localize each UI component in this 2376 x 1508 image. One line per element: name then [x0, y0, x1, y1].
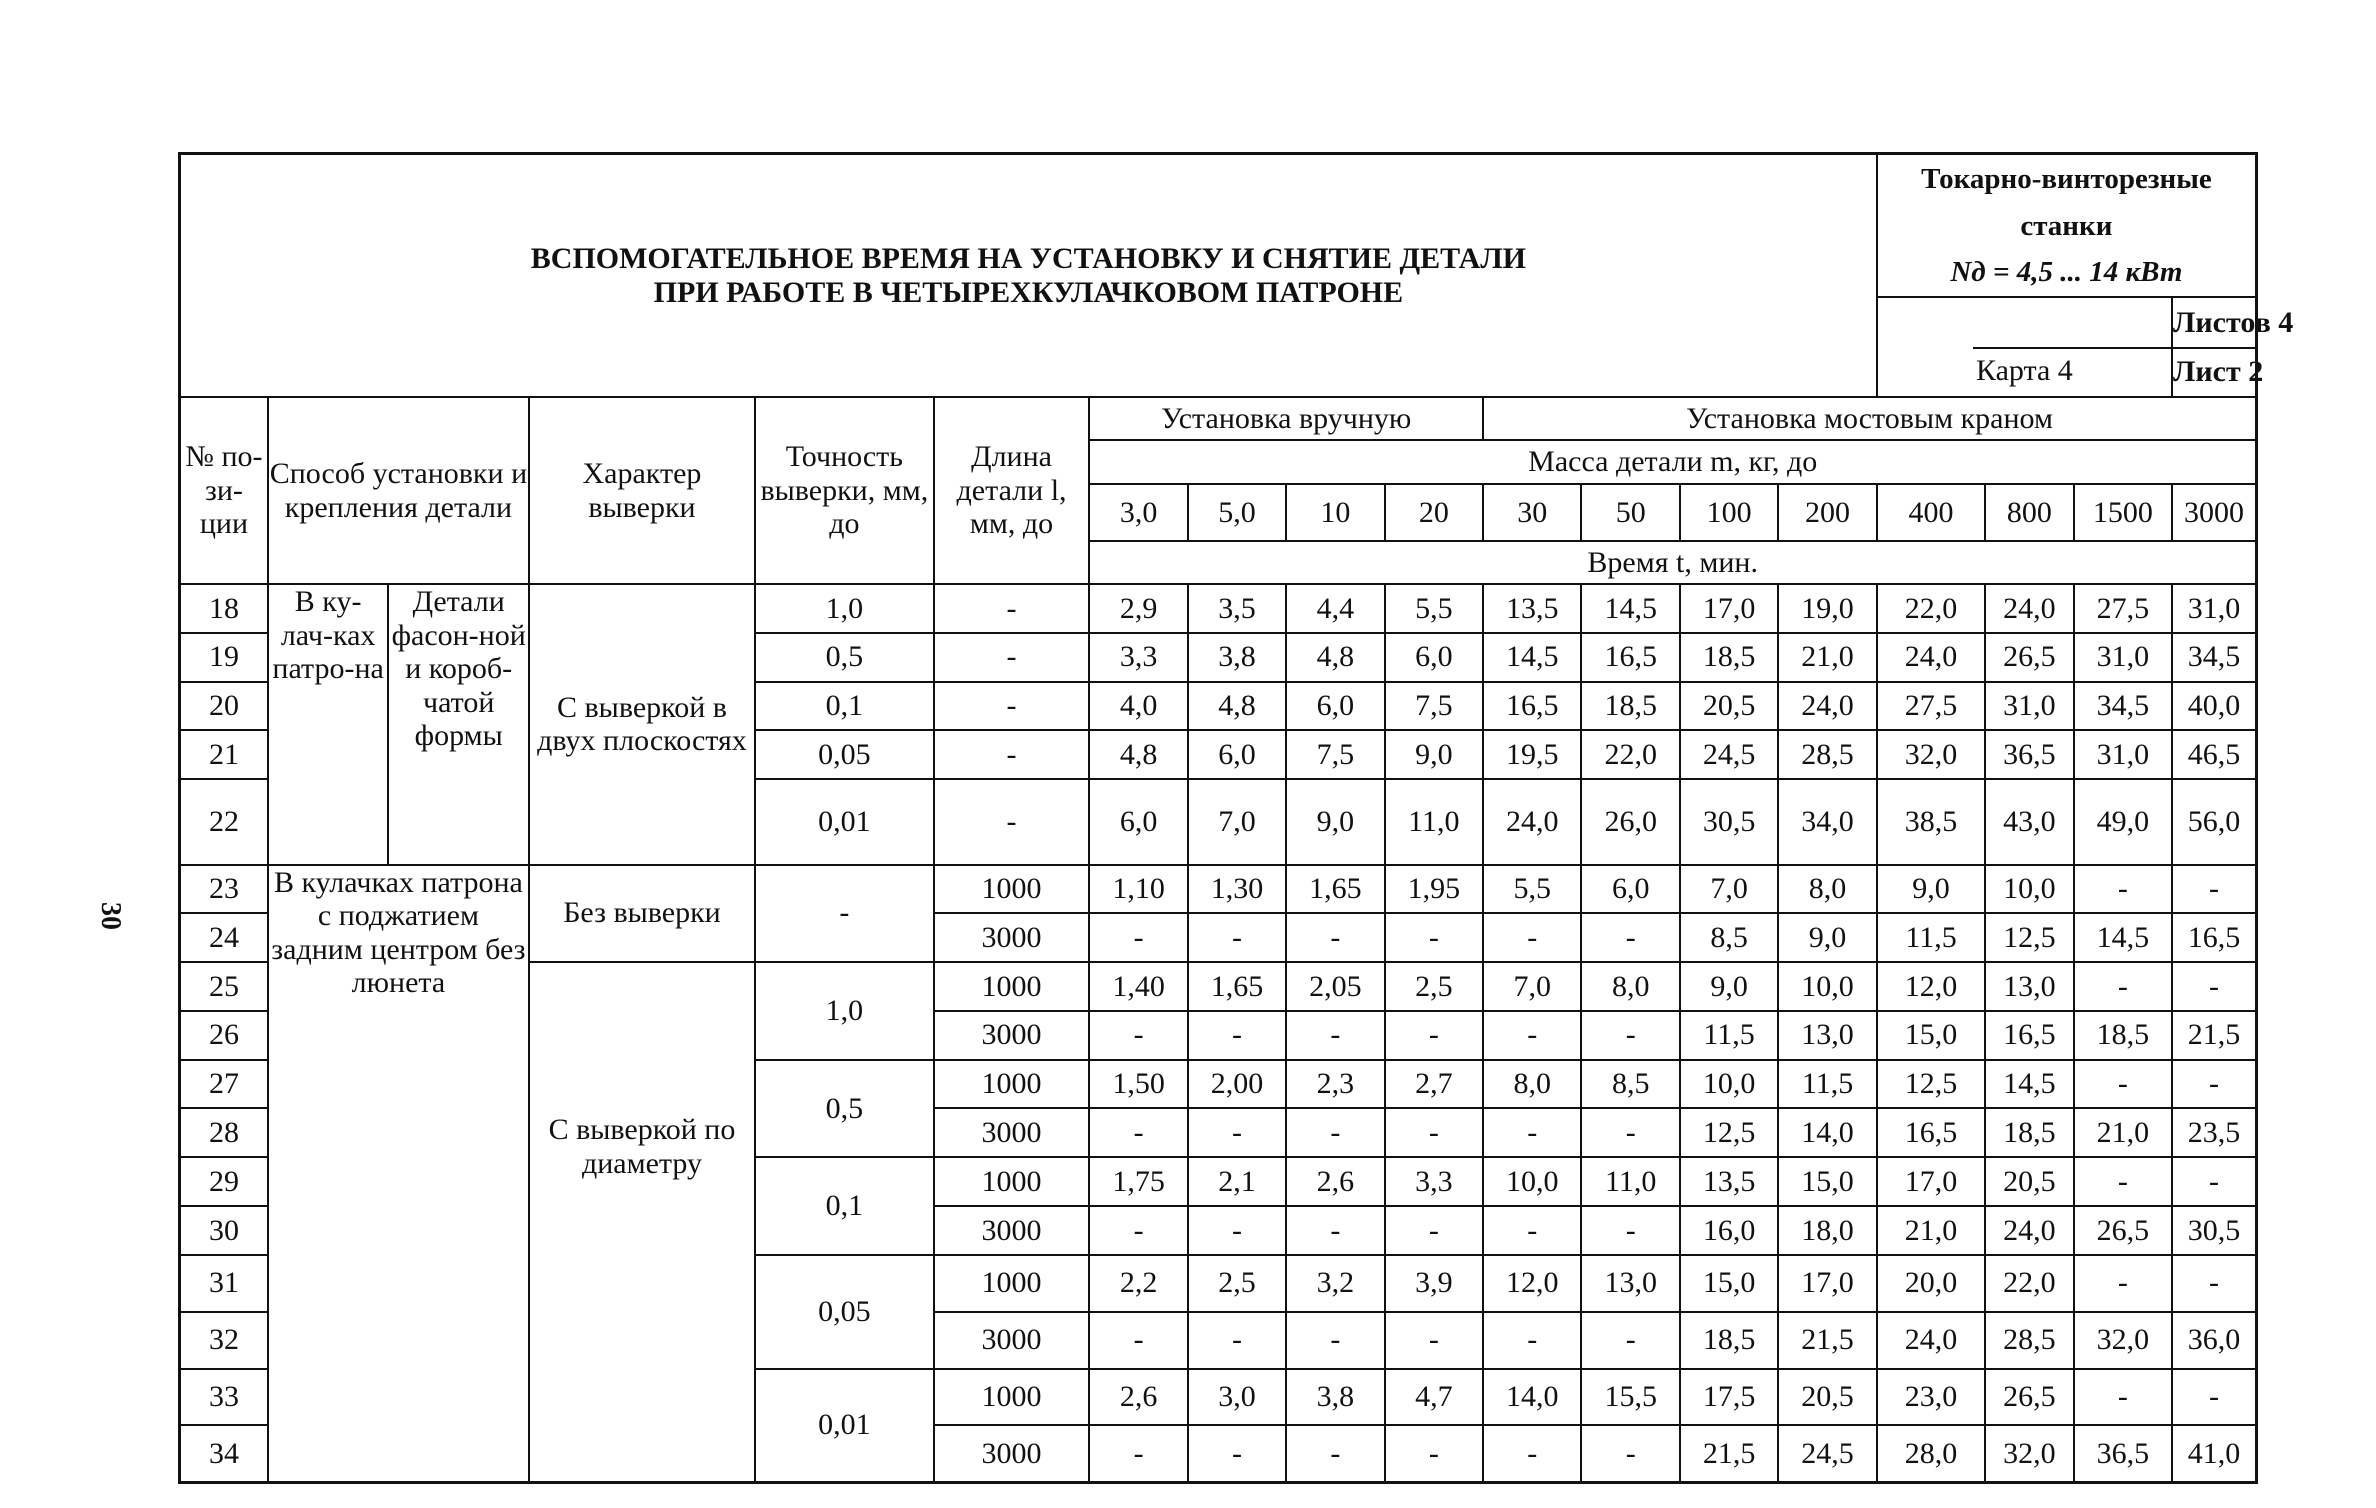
time-cell: 1,30 — [1188, 865, 1286, 914]
accuracy-cell: 0,05 — [755, 730, 934, 779]
time-cell: 30,5 — [2172, 1206, 2256, 1255]
time-cell: 3,0 — [1188, 1369, 1286, 1426]
time-cell: 21,0 — [1778, 633, 1876, 682]
length-cell: 3000 — [934, 913, 1090, 962]
time-cell: 3,9 — [1385, 1255, 1483, 1312]
sheet-cells — [2172, 297, 2294, 397]
time-cell: - — [2172, 1255, 2256, 1312]
accuracy-cell: 0,5 — [755, 633, 934, 682]
time-cell: 12,5 — [1985, 913, 2073, 962]
time-cell: 28,5 — [1778, 730, 1876, 779]
time-cell: - — [1385, 1011, 1483, 1060]
time-cell: 15,5 — [1581, 1369, 1679, 1426]
time-cell: - — [1483, 1425, 1581, 1482]
time-cell: - — [1385, 1425, 1483, 1482]
table-row — [180, 584, 2257, 633]
time-cell: 3,8 — [1188, 633, 1286, 682]
time-cell: 17,5 — [1680, 1369, 1778, 1426]
mass-header-cell: 400 — [1877, 484, 1985, 541]
time-cell: 26,0 — [1581, 779, 1679, 864]
time-cell: 24,5 — [1778, 1425, 1876, 1482]
time-cell: 18,5 — [1680, 1312, 1778, 1369]
time-cell: 1,40 — [1089, 962, 1187, 1011]
time-cell: - — [1089, 1011, 1187, 1060]
time-cell: - — [1385, 1108, 1483, 1157]
time-cell: 17,0 — [1877, 1157, 1985, 1206]
time-cell: 49,0 — [2074, 779, 2172, 864]
time-cell: 22,0 — [1985, 1255, 2073, 1312]
position-cell: 32 — [180, 1312, 268, 1369]
length-cell: 3000 — [934, 1011, 1090, 1060]
length-cell: 3000 — [934, 1425, 1090, 1482]
time-cell: 1,10 — [1089, 865, 1187, 914]
length-cell: 1000 — [934, 865, 1090, 914]
length-cell: 3000 — [934, 1108, 1090, 1157]
time-cell: 15,0 — [1680, 1255, 1778, 1312]
time-cell: 15,0 — [1778, 1157, 1876, 1206]
alignment-cell: С выверкой в двух плоскостях — [529, 584, 755, 864]
mass-header-cell: 800 — [1985, 484, 2073, 541]
col-accuracy: Точность выверки, мм, до — [755, 397, 934, 584]
time-cell: 43,0 — [1985, 779, 2073, 864]
time-cell: 20,5 — [1778, 1369, 1876, 1426]
mass-header-cell: 50 — [1581, 484, 1679, 541]
time-cell: 1,65 — [1286, 865, 1384, 914]
col-mass: Масса детали m, кг, до — [1089, 440, 2256, 485]
mass-header-cell: 5,0 — [1188, 484, 1286, 541]
time-cell: 21,5 — [2172, 1011, 2256, 1060]
time-cell: 16,0 — [1680, 1206, 1778, 1255]
time-cell: 36,5 — [1985, 730, 2073, 779]
time-cell: 16,5 — [2172, 913, 2256, 962]
length-cell: - — [934, 779, 1090, 864]
time-cell: 13,5 — [1483, 584, 1581, 633]
position-cell: 24 — [180, 913, 268, 962]
time-cell: 10,0 — [1483, 1157, 1581, 1206]
time-cell: 16,5 — [1877, 1108, 1985, 1157]
sheets-total: Листов 4 — [1973, 299, 2255, 349]
time-cell: 8,5 — [1581, 1060, 1679, 1109]
time-cell: 7,0 — [1680, 865, 1778, 914]
time-cell: - — [1188, 1312, 1286, 1369]
time-cell: 24,0 — [1877, 1312, 1985, 1369]
time-cell: 4,7 — [1385, 1369, 1483, 1426]
time-cell: - — [2074, 1157, 2172, 1206]
time-cell: 14,0 — [1483, 1369, 1581, 1426]
table-row — [180, 865, 2257, 914]
time-cell: 2,6 — [1286, 1157, 1384, 1206]
time-cell: 2,3 — [1286, 1060, 1384, 1109]
time-cell: 26,5 — [2074, 1206, 2172, 1255]
time-cell: 6,0 — [1286, 682, 1384, 731]
accuracy-cell: 0,01 — [755, 779, 934, 864]
time-cell: 8,5 — [1680, 913, 1778, 962]
time-cell: - — [2074, 1060, 2172, 1109]
time-norms-table — [178, 152, 2294, 1484]
position-cell: 23 — [180, 865, 268, 914]
time-cell: - — [1089, 1108, 1187, 1157]
length-cell: - — [934, 682, 1090, 731]
time-cell: 31,0 — [2074, 633, 2172, 682]
time-cell: 1,65 — [1188, 962, 1286, 1011]
title-line-2: ПРИ РАБОТЕ В ЧЕТЫРЕХКУЛАЧКОВОМ ПАТРОНЕ — [653, 275, 1404, 309]
time-cell: 2,5 — [1385, 962, 1483, 1011]
machine-block — [1877, 154, 2257, 298]
length-cell: 1000 — [934, 1157, 1090, 1206]
accuracy-cell: 0,01 — [755, 1369, 934, 1483]
accuracy-cell: 1,0 — [755, 584, 934, 633]
position-cell: 25 — [180, 962, 268, 1011]
time-cell: - — [1483, 1011, 1581, 1060]
mass-header-cell: 30 — [1483, 484, 1581, 541]
time-cell: - — [2074, 962, 2172, 1011]
time-cell: 24,5 — [1680, 730, 1778, 779]
time-cell: 23,0 — [1877, 1369, 1985, 1426]
machine-power: Nд = 4,5 ... 14 кВт — [1950, 255, 2183, 288]
time-cell: 4,8 — [1286, 633, 1384, 682]
time-cell: 9,0 — [1778, 913, 1876, 962]
alignment-cell: С выверкой по диаметру — [529, 962, 755, 1482]
col-time: Время t, мин. — [1089, 541, 2256, 584]
time-cell: - — [1581, 1312, 1679, 1369]
position-cell: 34 — [180, 1425, 268, 1482]
time-cell: 32,0 — [1985, 1425, 2073, 1482]
mass-header-cell: 1500 — [2074, 484, 2172, 541]
time-cell: 24,0 — [1985, 584, 2073, 633]
time-cell: 14,5 — [1483, 633, 1581, 682]
time-cell: - — [1483, 913, 1581, 962]
time-cell: 31,0 — [2172, 584, 2256, 633]
position-cell: 21 — [180, 730, 268, 779]
time-cell: 16,5 — [1581, 633, 1679, 682]
position-cell: 22 — [180, 779, 268, 864]
position-cell: 33 — [180, 1369, 268, 1426]
length-cell: 1000 — [934, 1060, 1090, 1109]
time-cell: 3,8 — [1286, 1369, 1384, 1426]
time-cell: 6,0 — [1581, 865, 1679, 914]
time-cell: 34,5 — [2074, 682, 2172, 731]
mass-header-cell: 3000 — [2172, 484, 2256, 541]
time-cell: 18,5 — [1680, 633, 1778, 682]
time-cell: - — [1385, 1312, 1483, 1369]
time-cell: 6,0 — [1385, 633, 1483, 682]
time-cell: 8,0 — [1581, 962, 1679, 1011]
time-cell: - — [2172, 865, 2256, 914]
time-cell: 11,5 — [1680, 1011, 1778, 1060]
time-cell: 13,5 — [1680, 1157, 1778, 1206]
time-cell: 11,5 — [1778, 1060, 1876, 1109]
time-cell: 8,0 — [1483, 1060, 1581, 1109]
method-cell: В кулачках патрона с поджатием задним центром без люнета — [268, 865, 529, 1483]
col-length: Длина детали l, мм, до — [934, 397, 1090, 584]
time-cell: 34,5 — [2172, 633, 2256, 682]
length-cell: 1000 — [934, 962, 1090, 1011]
time-cell: - — [1581, 913, 1679, 962]
time-cell: 40,0 — [2172, 682, 2256, 731]
time-cell: 19,0 — [1778, 584, 1876, 633]
position-cell: 20 — [180, 682, 268, 731]
time-cell: 46,5 — [2172, 730, 2256, 779]
time-cell: 20,0 — [1877, 1255, 1985, 1312]
col-manual: Установка вручную — [1089, 397, 1483, 440]
time-cell: 24,0 — [1985, 1206, 2073, 1255]
time-cell: 26,5 — [1985, 1369, 2073, 1426]
time-cell: 12,5 — [1877, 1060, 1985, 1109]
time-cell: 14,5 — [1581, 584, 1679, 633]
position-cell: 26 — [180, 1011, 268, 1060]
method-detail-cell: Детали фасон-ной и короб-чатой формы — [388, 584, 529, 864]
time-cell: 7,5 — [1385, 682, 1483, 731]
position-cell: 29 — [180, 1157, 268, 1206]
method-cell: В ку-лач-ках патро-на — [268, 584, 389, 864]
time-cell: 12,5 — [1680, 1108, 1778, 1157]
time-cell: - — [2074, 1369, 2172, 1426]
machine-type: Токарно-винторезные станки — [1921, 163, 2212, 242]
accuracy-cell: 0,1 — [755, 682, 934, 731]
time-cell: - — [1188, 1425, 1286, 1482]
length-cell: 1000 — [934, 1369, 1090, 1426]
time-cell: 38,5 — [1877, 779, 1985, 864]
time-cell: 14,5 — [1985, 1060, 2073, 1109]
time-cell: 4,0 — [1089, 682, 1187, 731]
time-cell: 26,5 — [1985, 633, 2073, 682]
time-cell: 3,2 — [1286, 1255, 1384, 1312]
time-cell: 2,6 — [1089, 1369, 1187, 1426]
accuracy-cell: 1,0 — [755, 962, 934, 1060]
position-cell: 30 — [180, 1206, 268, 1255]
card-number: Карта 4 — [1877, 297, 2172, 397]
time-cell: 19,5 — [1483, 730, 1581, 779]
time-cell: 20,5 — [1985, 1157, 2073, 1206]
time-cell: 7,0 — [1483, 962, 1581, 1011]
mass-header-cell: 200 — [1778, 484, 1876, 541]
col-position: № по-зи-ции — [180, 397, 268, 584]
position-cell: 31 — [180, 1255, 268, 1312]
time-cell: 1,95 — [1385, 865, 1483, 914]
position-cell: 28 — [180, 1108, 268, 1157]
time-cell: 14,0 — [1778, 1108, 1876, 1157]
mass-header-cell: 3,0 — [1089, 484, 1187, 541]
time-cell: 7,0 — [1188, 779, 1286, 864]
time-cell: 2,00 — [1188, 1060, 1286, 1109]
time-cell: - — [1286, 913, 1384, 962]
time-cell: 2,9 — [1089, 584, 1187, 633]
time-cell: 27,5 — [1877, 682, 1985, 731]
time-cell: 30,5 — [1680, 779, 1778, 864]
time-cell: 32,0 — [2074, 1312, 2172, 1369]
time-cell: - — [2172, 1157, 2256, 1206]
time-cell: 13,0 — [1581, 1255, 1679, 1312]
time-cell: 16,5 — [1985, 1011, 2073, 1060]
accuracy-cell: 0,1 — [755, 1157, 934, 1255]
length-cell: - — [934, 730, 1090, 779]
length-cell: 1000 — [934, 1255, 1090, 1312]
time-cell: 6,0 — [1188, 730, 1286, 779]
time-cell: 28,5 — [1985, 1312, 2073, 1369]
accuracy-cell: 0,05 — [755, 1255, 934, 1369]
time-cell: 36,5 — [2074, 1425, 2172, 1482]
time-cell: 18,5 — [2074, 1011, 2172, 1060]
time-cell: - — [1483, 1312, 1581, 1369]
time-cell: 3,3 — [1089, 633, 1187, 682]
time-cell: 14,5 — [2074, 913, 2172, 962]
time-cell: 20,5 — [1680, 682, 1778, 731]
time-cell: 2,1 — [1188, 1157, 1286, 1206]
mass-header-cell: 20 — [1385, 484, 1483, 541]
time-cell: - — [1483, 1206, 1581, 1255]
col-method: Способ установки и крепления детали — [268, 397, 529, 584]
time-cell: 11,0 — [1385, 779, 1483, 864]
time-cell: - — [1286, 1425, 1384, 1482]
time-cell: - — [1188, 1011, 1286, 1060]
time-cell: 31,0 — [1985, 682, 2073, 731]
time-cell: - — [2172, 962, 2256, 1011]
time-cell: 10,0 — [1680, 1060, 1778, 1109]
time-cell: 5,5 — [1385, 584, 1483, 633]
time-cell: 27,5 — [2074, 584, 2172, 633]
page-number: 30 — [95, 902, 126, 930]
page-title — [180, 154, 1877, 398]
length-cell: - — [934, 584, 1090, 633]
time-cell: - — [1089, 1312, 1187, 1369]
sheet-current: Лист 2 — [2173, 355, 2264, 389]
time-cell: 24,0 — [1877, 633, 1985, 682]
time-cell: 12,0 — [1877, 962, 1985, 1011]
time-cell: 11,5 — [1877, 913, 1985, 962]
time-cell: 17,0 — [1680, 584, 1778, 633]
time-cell: 10,0 — [1778, 962, 1876, 1011]
time-cell: 1,75 — [1089, 1157, 1187, 1206]
time-cell: 3,3 — [1385, 1157, 1483, 1206]
position-cell: 19 — [180, 633, 268, 682]
time-cell: - — [1385, 913, 1483, 962]
time-cell: 6,0 — [1089, 779, 1187, 864]
time-cell: 24,0 — [1778, 682, 1876, 731]
time-cell: - — [2074, 1255, 2172, 1312]
length-cell: - — [934, 633, 1090, 682]
time-cell: 24,0 — [1483, 779, 1581, 864]
time-cell: 3,5 — [1188, 584, 1286, 633]
col-alignment: Характер выверки — [529, 397, 755, 584]
time-cell: - — [1483, 1108, 1581, 1157]
alignment-cell: Без выверки — [529, 865, 755, 963]
time-cell: 17,0 — [1778, 1255, 1876, 1312]
time-cell: - — [2172, 1369, 2256, 1426]
time-cell: 9,0 — [1286, 779, 1384, 864]
time-cell: 15,0 — [1877, 1011, 1985, 1060]
time-cell: 28,0 — [1877, 1425, 1985, 1482]
time-cell: 2,5 — [1188, 1255, 1286, 1312]
time-cell: 18,5 — [1581, 682, 1679, 731]
time-cell: 32,0 — [1877, 730, 1985, 779]
time-cell: - — [1581, 1206, 1679, 1255]
time-cell: 9,0 — [1385, 730, 1483, 779]
time-cell: - — [1385, 1206, 1483, 1255]
mass-header-cell: 10 — [1286, 484, 1384, 541]
time-cell: 4,8 — [1089, 730, 1187, 779]
time-cell: 21,0 — [1877, 1206, 1985, 1255]
accuracy-cell: 0,5 — [755, 1060, 934, 1158]
time-cell: - — [1286, 1206, 1384, 1255]
time-cell: 41,0 — [2172, 1425, 2256, 1482]
time-cell: - — [1089, 1425, 1187, 1482]
time-cell: 9,0 — [1680, 962, 1778, 1011]
time-cell: 4,8 — [1188, 682, 1286, 731]
time-cell: 13,0 — [1985, 962, 2073, 1011]
time-cell: 56,0 — [2172, 779, 2256, 864]
accuracy-cell: - — [755, 865, 934, 963]
time-cell: - — [2172, 1060, 2256, 1109]
time-cell: - — [1089, 1206, 1187, 1255]
time-cell: 23,5 — [2172, 1108, 2256, 1157]
time-cell: 16,5 — [1483, 682, 1581, 731]
time-cell: 18,5 — [1985, 1108, 2073, 1157]
time-cell: 22,0 — [1877, 584, 1985, 633]
time-cell: - — [1188, 1108, 1286, 1157]
time-cell: - — [1581, 1425, 1679, 1482]
title-line-1: ВСПОМОГАТЕЛЬНОЕ ВРЕМЯ НА УСТАНОВКУ И СНЯТИЕ ДЕТАЛИ — [530, 241, 1527, 275]
time-cell: - — [2074, 865, 2172, 914]
time-cell: - — [1581, 1108, 1679, 1157]
time-cell: - — [1089, 913, 1187, 962]
time-cell: - — [1286, 1108, 1384, 1157]
time-cell: 8,0 — [1778, 865, 1876, 914]
time-cell: - — [1286, 1312, 1384, 1369]
time-cell: - — [1286, 1011, 1384, 1060]
time-cell: - — [1188, 1206, 1286, 1255]
length-cell: 3000 — [934, 1206, 1090, 1255]
col-crane: Установка мостовым краном — [1483, 397, 2256, 440]
time-cell: - — [1188, 913, 1286, 962]
time-cell: 21,0 — [2074, 1108, 2172, 1157]
time-cell: 2,7 — [1385, 1060, 1483, 1109]
mass-header-cell: 100 — [1680, 484, 1778, 541]
time-cell: 1,50 — [1089, 1060, 1187, 1109]
time-cell: 4,4 — [1286, 584, 1384, 633]
time-cell: 11,0 — [1581, 1157, 1679, 1206]
time-cell: 31,0 — [2074, 730, 2172, 779]
length-cell: 3000 — [934, 1312, 1090, 1369]
time-cell: 12,0 — [1483, 1255, 1581, 1312]
time-cell: 13,0 — [1778, 1011, 1876, 1060]
time-cell: 2,2 — [1089, 1255, 1187, 1312]
time-cell: 21,5 — [1680, 1425, 1778, 1482]
time-cell: 5,5 — [1483, 865, 1581, 914]
time-cell: 21,5 — [1778, 1312, 1876, 1369]
position-cell: 18 — [180, 584, 268, 633]
time-cell: 36,0 — [2172, 1312, 2256, 1369]
time-cell: 34,0 — [1778, 779, 1876, 864]
time-cell: 22,0 — [1581, 730, 1679, 779]
time-cell: 18,0 — [1778, 1206, 1876, 1255]
time-cell: 7,5 — [1286, 730, 1384, 779]
time-cell: 2,05 — [1286, 962, 1384, 1011]
position-cell: 27 — [180, 1060, 268, 1109]
time-cell: 10,0 — [1985, 865, 2073, 914]
time-cell: - — [1581, 1011, 1679, 1060]
time-cell: 9,0 — [1877, 865, 1985, 914]
